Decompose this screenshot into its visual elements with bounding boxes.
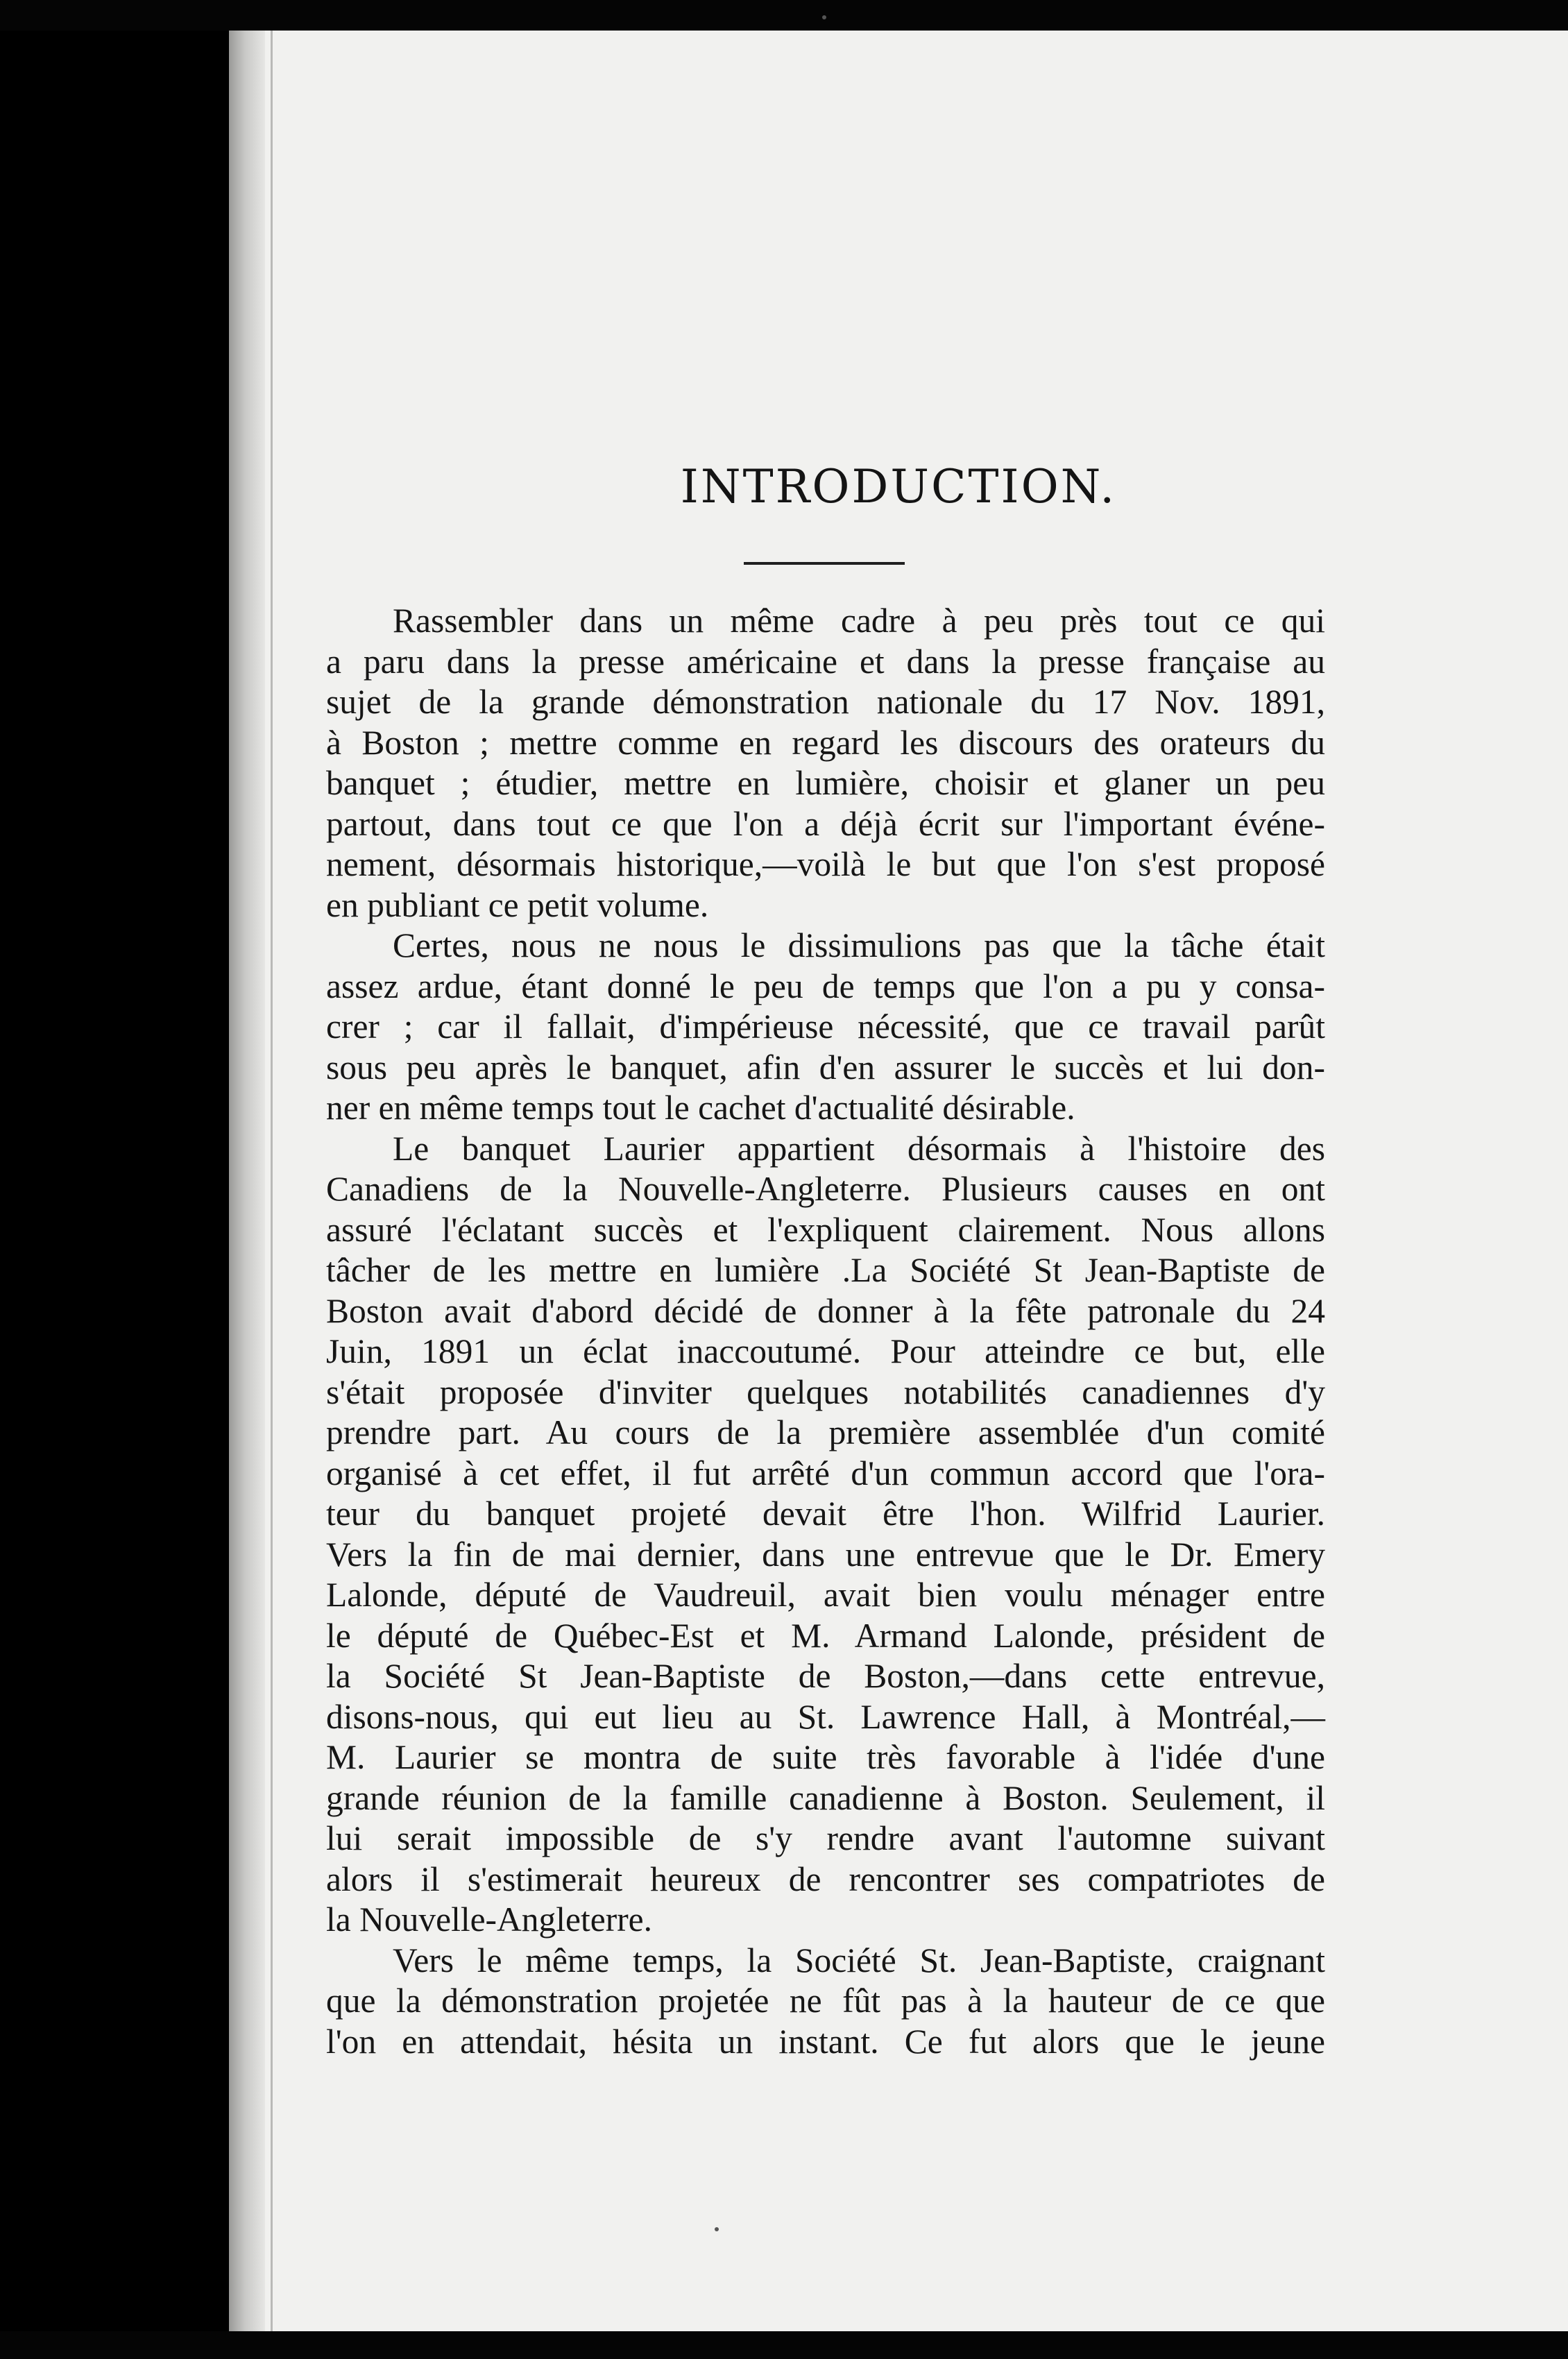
scan-bottom-border — [0, 2331, 1568, 2359]
text-line: partout, dans tout ce que l'on a déjà écrit sur l'important événe- — [326, 804, 1325, 843]
text-line: en publiant ce petit volume. — [326, 885, 709, 924]
scan-speck — [715, 2227, 719, 2231]
scan-left-border — [0, 31, 229, 2331]
text-line: M. Laurier se montra de suite très favorable à l'idée d'une — [326, 1738, 1325, 1776]
page-title: INTRODUCTION. — [680, 460, 1117, 513]
text-line: alors il s'estimerait heureux de rencontrer ses compatriotes de — [326, 1859, 1325, 1898]
text-line: assez ardue, étant donné le peu de temps que l'on a pu y consa- — [326, 966, 1325, 1005]
scan-top-border — [0, 0, 1568, 31]
text-line: Juin, 1891 un éclat inaccoutumé. Pour atteindre ce but, elle — [326, 1332, 1325, 1370]
text-line: ner en même temps tout le cachet d'actualité désirable. — [326, 1089, 1075, 1127]
text-line: Vers le même temps, la Société St. Jean-Baptiste, craignant — [393, 1941, 1325, 1979]
text-line: prendre part. Au cours de la première assemblée d'un comité — [326, 1413, 1325, 1451]
text-line: a paru dans la presse américaine et dans la presse française au — [326, 642, 1325, 681]
page-gutter-shadow — [229, 31, 265, 2331]
text-line: Rassembler dans un même cadre à peu près tout ce qui — [393, 602, 1325, 640]
body-text — [326, 601, 1325, 2062]
text-line: s'était proposée d'inviter quelques notabilités canadiennes d'y — [326, 1372, 1325, 1411]
text-line: la Société St Jean-Baptiste de Boston,—dans cette entrevue, — [326, 1657, 1325, 1695]
text-line: sous peu après le banquet, afin d'en assurer le succès et lui don- — [326, 1048, 1325, 1087]
text-line: Boston avait d'abord décidé de donner à la fête patronale du 24 — [326, 1291, 1325, 1330]
text-line: banquet ; étudier, mettre en lumière, choisir et glaner un peu — [326, 764, 1325, 802]
text-line: à Boston ; mettre comme en regard les discours des orateurs du — [326, 723, 1325, 762]
text-line: le député de Québec-Est et M. Armand Lalonde, président de — [326, 1616, 1325, 1655]
text-line: que la démonstration projetée ne fût pas à la hauteur de ce que — [326, 1982, 1325, 2020]
text-line: l'on en attendait, hésita un instant. Ce fut alors que le jeune — [326, 2022, 1325, 2061]
text-line: crer ; car il fallait, d'impérieuse nécessité, que ce travail parût — [326, 1007, 1325, 1046]
text-line: disons-nous, qui eut lieu au St. Lawrence Hall, à Montréal,— — [326, 1697, 1325, 1736]
text-line: Vers la fin de mai dernier, dans une entrevue que le Dr. Emery — [326, 1535, 1325, 1574]
text-line: sujet de la grande démonstration nationale du 17 Nov. 1891, — [326, 683, 1325, 721]
text-line: Canadiens de la Nouvelle-Angleterre. Plusieurs causes en ont — [326, 1170, 1325, 1208]
text-line: Certes, nous ne nous le dissimulions pas que la tâche était — [393, 926, 1325, 964]
page-gutter-line — [271, 31, 273, 2331]
text-line: nement, désormais historique,—voilà le but que l'on s'est proposé — [326, 845, 1325, 883]
scan-speck — [822, 15, 826, 19]
text-line: teur du banquet projeté devait être l'hon. Wilfrid Laurier. — [326, 1494, 1325, 1533]
text-line: tâcher de les mettre en lumière .La Société St Jean-Baptiste de — [326, 1251, 1325, 1289]
text-line: Lalonde, député de Vaudreuil, avait bien voulu ménager entre — [326, 1576, 1325, 1614]
text-line: assuré l'éclatant succès et l'expliquent clairement. Nous allons — [326, 1210, 1325, 1249]
text-line: organisé à cet effet, il fut arrêté d'un commun accord que l'ora- — [326, 1454, 1325, 1492]
title-rule — [744, 562, 905, 565]
text-line: lui serait impossible de s'y rendre avant l'automne suivant — [326, 1819, 1325, 1857]
text-line: grande réunion de la famille canadienne à Boston. Seulement, il — [326, 1778, 1325, 1817]
text-line: Le banquet Laurier appartient désormais à l'histoire des — [393, 1129, 1325, 1168]
text-line: la Nouvelle-Angleterre. — [326, 1900, 653, 1939]
